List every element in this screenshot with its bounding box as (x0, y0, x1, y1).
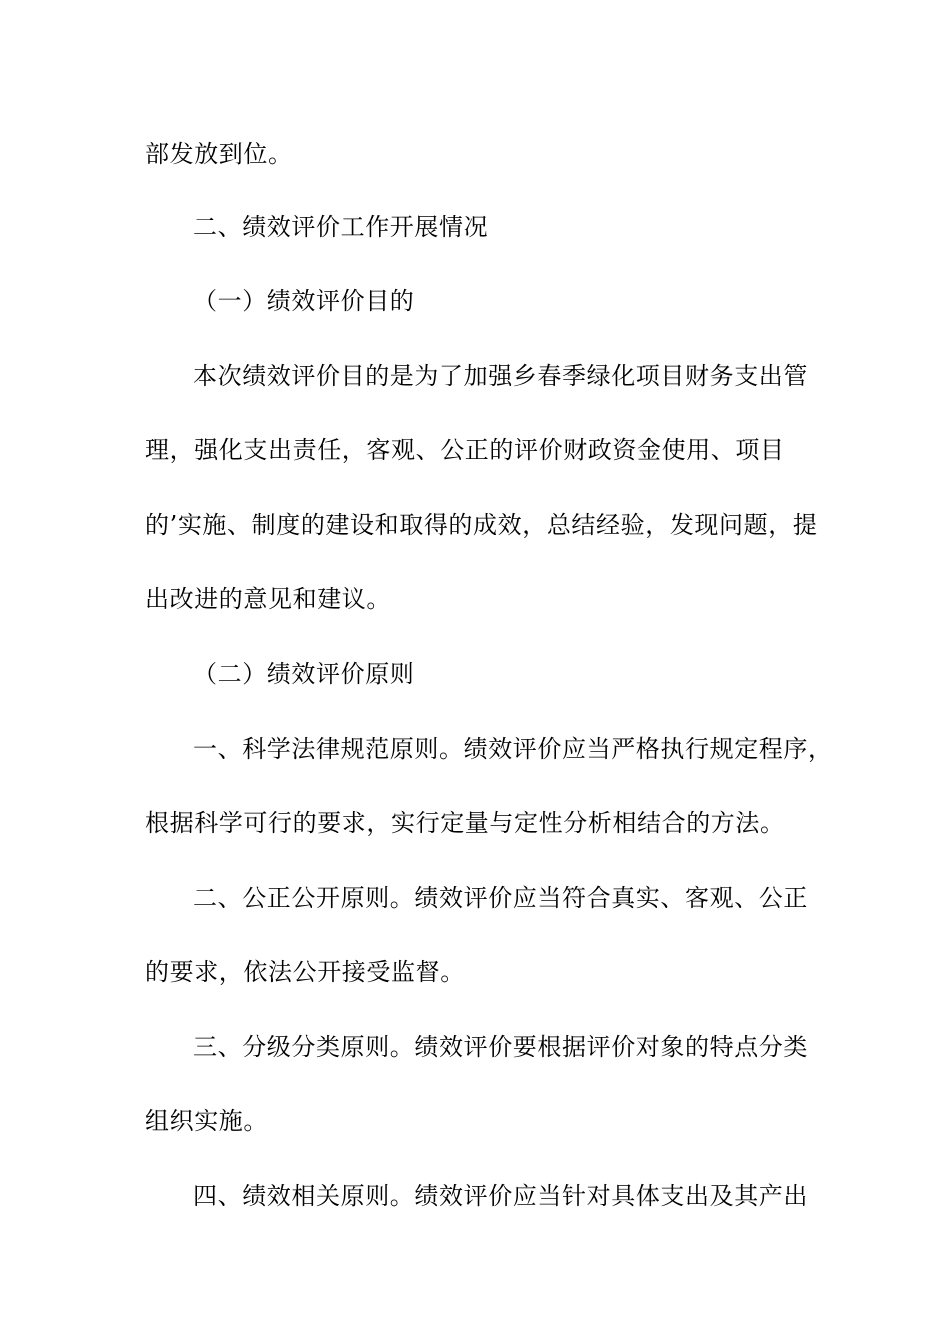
subsection-heading: （一）绩效评价目的 (193, 287, 415, 315)
paragraph-line: 的’实施、制度的建设和取得的成效，总结经验，发现问题，提 (145, 511, 818, 539)
paragraph-line: 四、绩效相关原则。绩效评价应当针对具体支出及其产出 (193, 1182, 808, 1210)
paragraph-line: 根据科学可行的要求，实行定量与定性分析相结合的方法。 (145, 809, 785, 837)
paragraph-line: 的要求，依法公开接受监督。 (145, 958, 465, 986)
paragraph-line: 理，强化支出责任，客观、公正的评价财政资金使用、项目 (145, 436, 785, 464)
section-heading: 二、绩效评价工作开展情况 (193, 213, 489, 241)
paragraph-line: 二、公正公开原则。绩效评价应当符合真实、客观、公正 (193, 884, 808, 912)
paragraph-line: 出改进的意见和建议。 (145, 585, 391, 613)
paragraph-line: 一、科学法律规范原则。绩效评价应当严格执行规定程序， (193, 735, 833, 763)
paragraph-line: 组织实施。 (145, 1107, 268, 1135)
paragraph-line: 部发放到位。 (145, 140, 293, 168)
paragraph-line: 三、分级分类原则。绩效评价要根据评价对象的特点分类 (193, 1033, 808, 1061)
subsection-heading: （二）绩效评价原则 (193, 660, 415, 688)
paragraph-line: 本次绩效评价目的是为了加强乡春季绿化项目财务支出管 (193, 362, 808, 390)
